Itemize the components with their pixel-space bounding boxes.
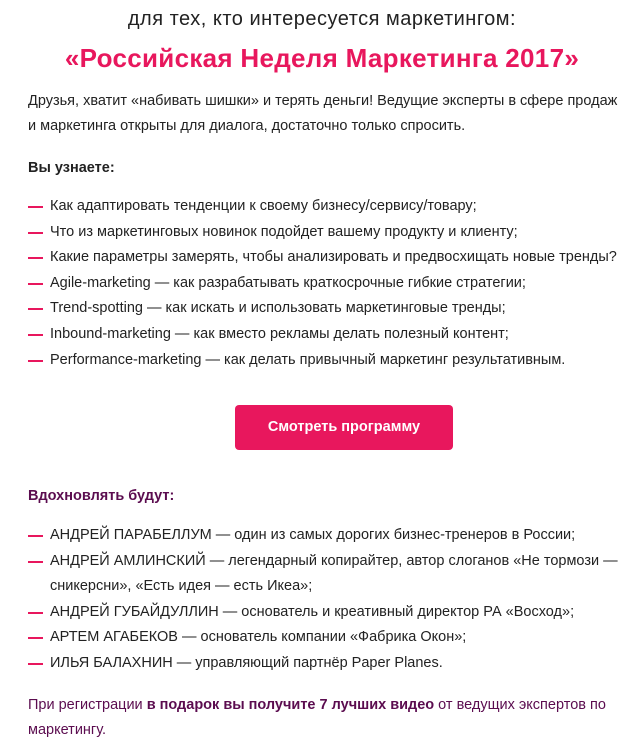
dash-bullet-icon	[28, 257, 43, 259]
page-title: «Российская Неделя Маркетинга 2017»	[64, 43, 580, 73]
list-item	[28, 600, 618, 626]
list-item	[28, 194, 628, 220]
dash-bullet-icon	[28, 637, 43, 639]
list-item	[28, 271, 628, 297]
dash-bullet-icon	[28, 535, 43, 537]
list-item	[28, 651, 618, 677]
learn-heading: Вы узнаете:	[28, 160, 115, 176]
dash-bullet-icon	[28, 561, 43, 563]
dash-bullet-icon	[28, 663, 43, 665]
dash-bullet-icon	[28, 612, 43, 614]
list-item-text: ИЛЬЯ БАЛАХНИН — управляющий партнёр Paper Planes.	[50, 654, 443, 671]
list-item	[28, 625, 618, 651]
dash-bullet-icon	[28, 206, 43, 208]
list-item-text: Agile-marketing — как разрабатывать краткосрочные гибкие стратегии;	[50, 274, 526, 291]
gift-highlight: в подарок вы получите 7 лучших видео	[146, 697, 435, 713]
gift-paragraph	[28, 693, 618, 743]
dash-bullet-icon	[28, 334, 43, 336]
intro-line: для тех, кто интересуется маркетингом:	[127, 8, 517, 30]
lead-paragraph: Друзья, хватит «набивать шишки» и терять деньги! Ведущие эксперты в сфере продаж и маркетинга открыты для диалога, достаточно только спросить.	[28, 93, 618, 134]
list-item	[28, 220, 628, 246]
learn-list	[28, 194, 628, 373]
list-item-text: Как адаптировать тенденции к своему бизнесу/сервису/товару;	[50, 198, 477, 214]
list-item-text: Какие параметры замерять, чтобы анализировать и предвосхищать новые тренды?	[50, 249, 617, 266]
list-item-text: Что из маркетинговых новинок подойдет вашему продукту и клиенту;	[50, 223, 518, 240]
list-item-text: Performance-marketing — как делать привычный маркетинг результативным.	[50, 351, 566, 368]
list-item	[28, 296, 628, 322]
dash-bullet-icon	[28, 308, 43, 310]
gift-suffix: от ведущих экспертов по маркетингу.	[28, 697, 606, 738]
list-item	[28, 322, 628, 348]
list-item-text: АРТЕМ АГАБЕКОВ — основатель компании «Фабрика Окон»;	[50, 629, 467, 646]
dash-bullet-icon	[28, 232, 43, 234]
dash-bullet-icon	[28, 360, 43, 362]
list-item-text: Inbound-marketing — как вместо рекламы делать полезный контент;	[50, 325, 509, 342]
speakers-heading: Вдохновлять будут:	[28, 488, 175, 504]
view-program-button[interactable]: Смотреть программу	[235, 405, 453, 450]
list-item	[28, 245, 628, 271]
gift-prefix: При регистрации	[28, 697, 147, 713]
list-item	[28, 348, 628, 374]
list-item-text: Trend-spotting — как искать и использовать маркетинговые тренды;	[50, 300, 506, 317]
list-item-text: АНДРЕЙ ГУБАЙДУЛЛИН — основатель и креативный директор РА «Восход»;	[50, 603, 575, 620]
list-item-text: АНДРЕЙ ПАРАБЕЛЛУМ — один из самых дорогих бизнес-тренеров в России;	[50, 527, 576, 543]
list-item	[28, 523, 618, 549]
dash-bullet-icon	[28, 283, 43, 285]
list-item-text: АНДРЕЙ АМЛИНСКИЙ — легендарный копирайтер, автор слоганов «Не тормози — сникерсни», «Есть идея — есть Икеа»;	[50, 552, 618, 595]
list-item	[28, 549, 618, 600]
speakers-list	[28, 523, 618, 677]
